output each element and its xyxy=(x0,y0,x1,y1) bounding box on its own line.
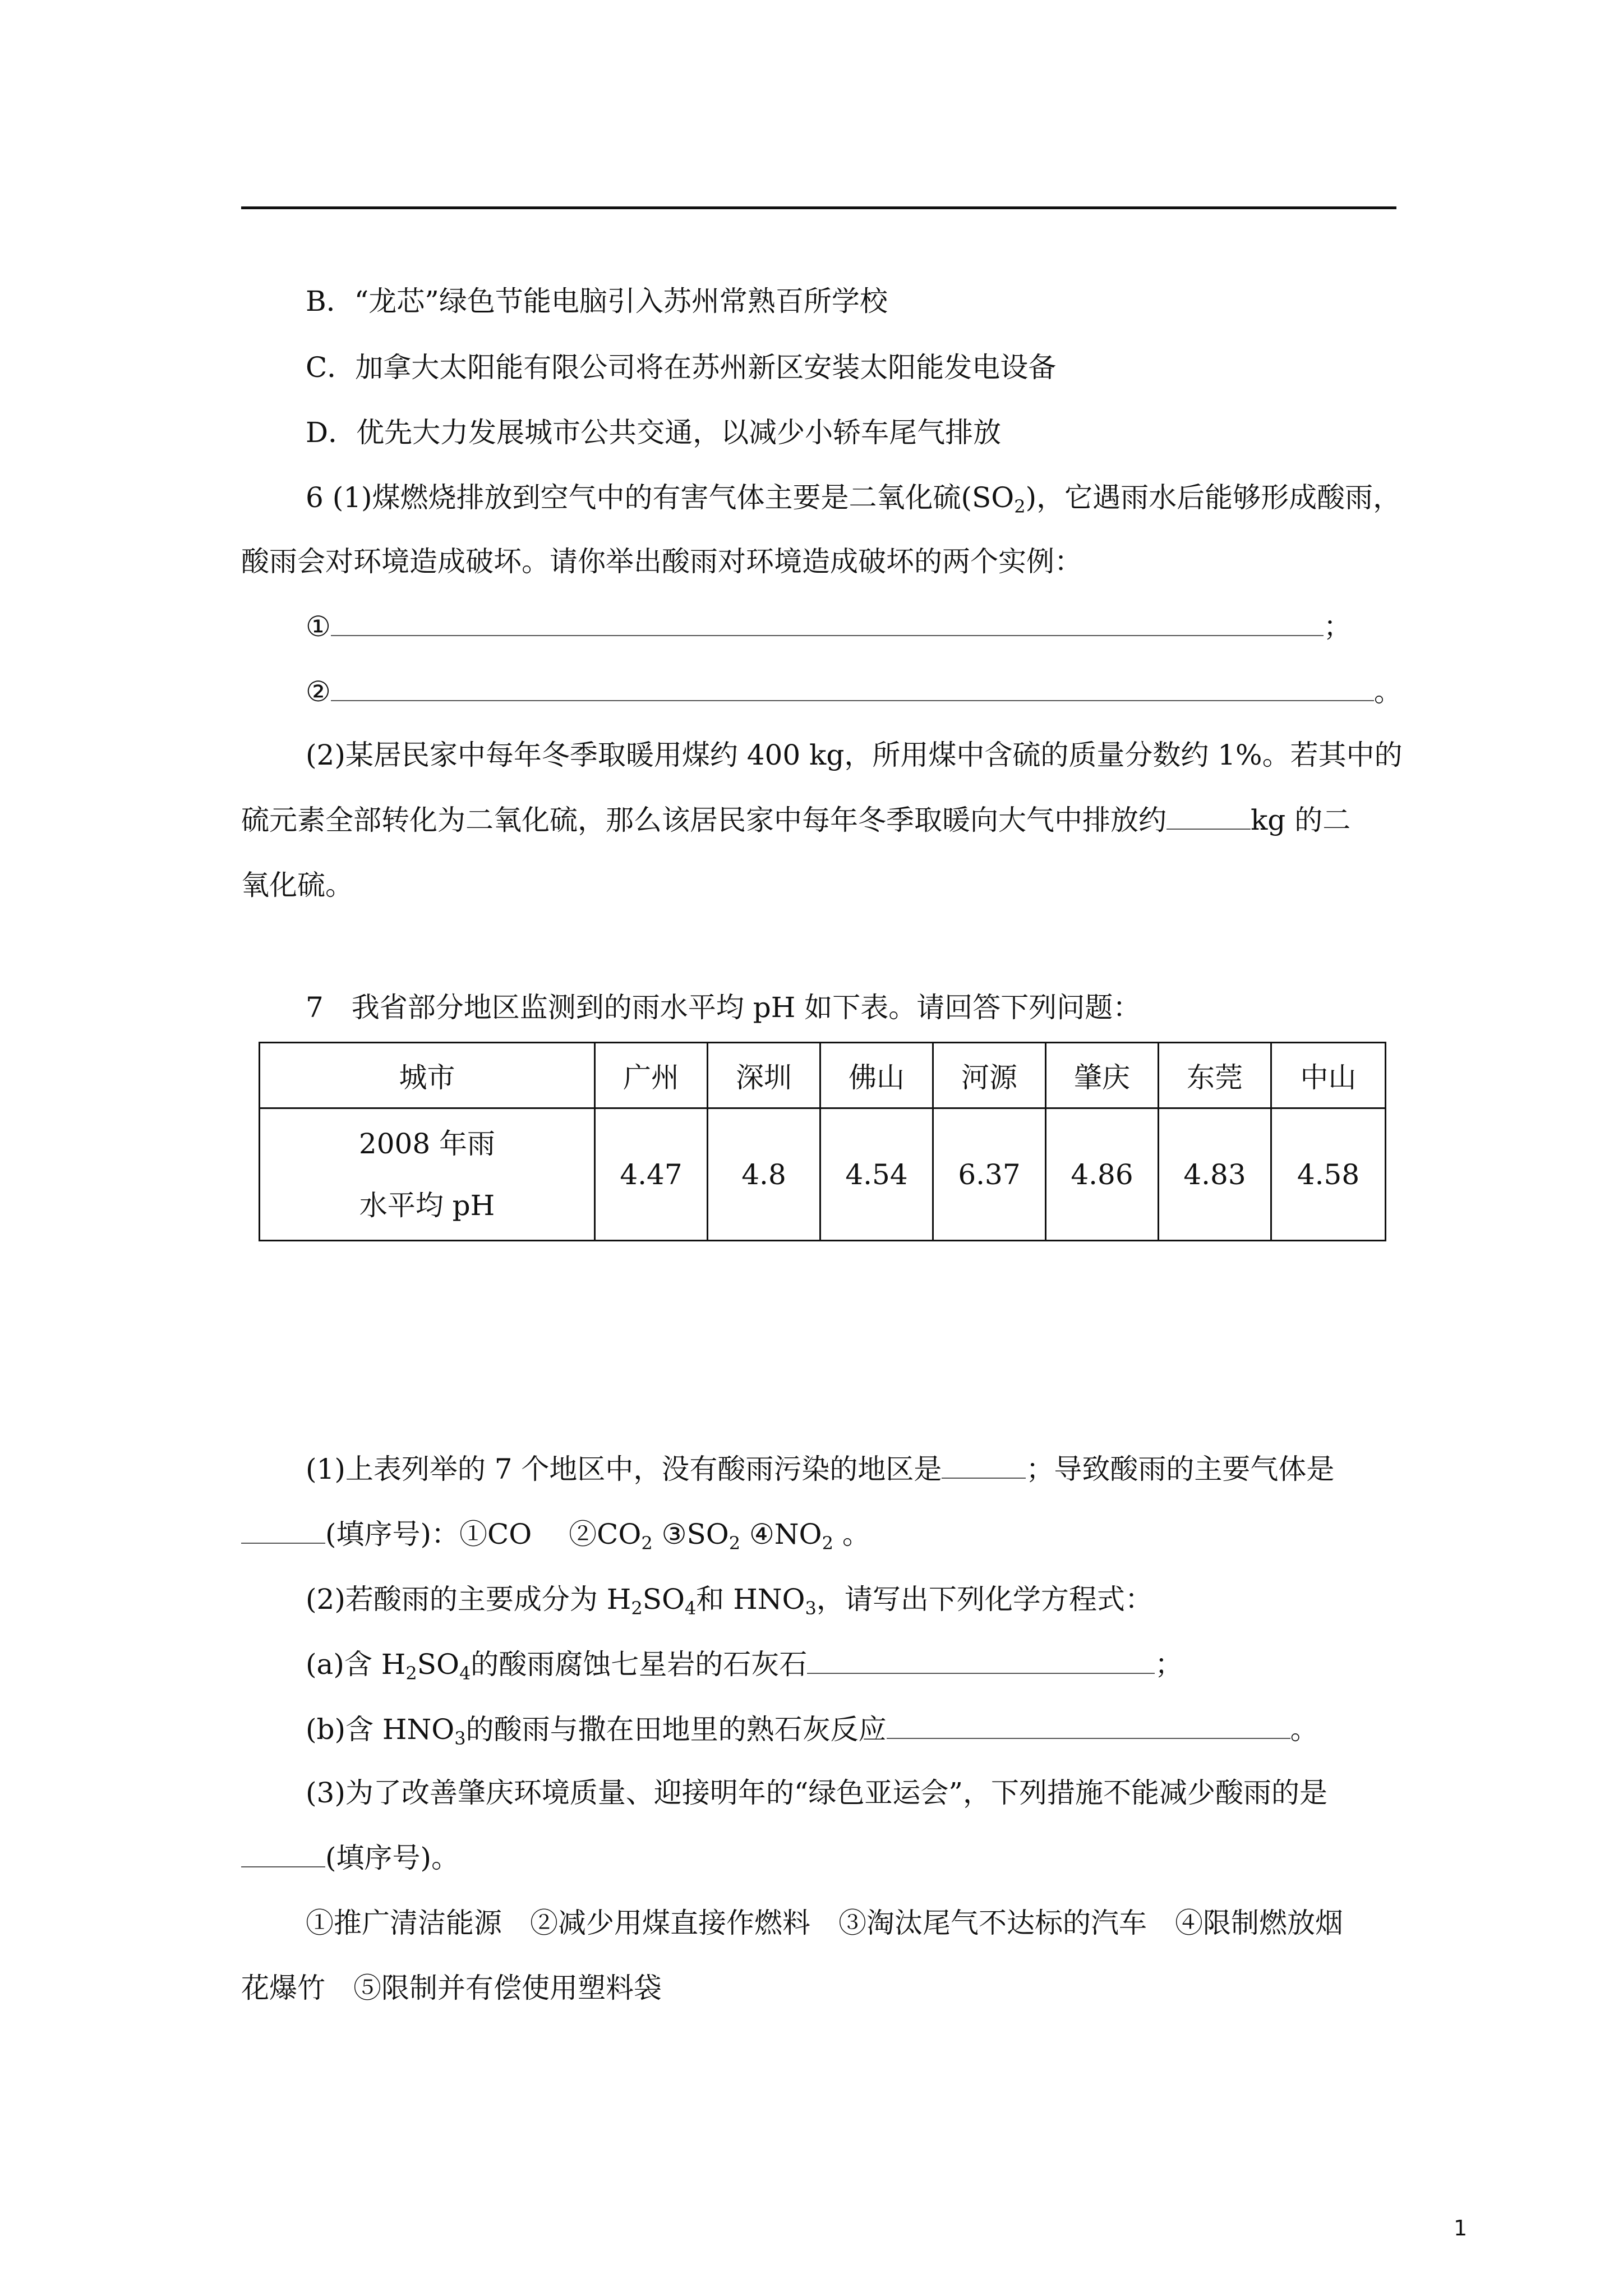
table-city: 佛山 xyxy=(820,1043,933,1108)
q7-measure-blank[interactable] xyxy=(241,1842,325,1867)
table-ph-value: 4.86 xyxy=(1046,1108,1159,1241)
table-city: 东莞 xyxy=(1159,1043,1271,1108)
q7-part3-line1: (3)为了改善肇庆环境质量、迎接明年的“绿色亚运会”，下列措施不能减少酸雨的是 xyxy=(306,1777,1327,1809)
q7-equation-b-blank[interactable] xyxy=(887,1713,1290,1739)
q7-gas-blank[interactable] xyxy=(241,1518,325,1544)
q7-part1-line2: (填序号)：①CO $②CO_2$ $③SO_2$ $④NO_2$ 。 xyxy=(241,1517,870,1551)
q7-part2b: (b)含 $HNO_3$的酸雨与撒在田地里的熟石灰反应 。 xyxy=(306,1713,1318,1749)
option-c: C．加拿大太阳能有限公司将在苏州新区安装太阳能发电设备 xyxy=(306,351,1057,384)
q6-answer-blank-2[interactable]: ② 。 xyxy=(306,675,1402,708)
table-ph-value: 4.83 xyxy=(1159,1108,1271,1241)
q7-part2a: (a)含 $H_2SO_4$的酸雨腐蚀七星岩的石灰石 ； xyxy=(306,1648,1183,1684)
q6-part2-line1: (2)某居民家中每年冬季取暖用煤约 400 kg，所用煤中含硫的质量分数约 1%。若其中的 xyxy=(306,739,1403,771)
table-city: 深圳 xyxy=(708,1043,820,1108)
q6-part2-line2: 硫元素全部转化为二氧化硫，那么该居民家中每年冬季取暖向大气中排放约 kg 的二 xyxy=(241,804,1351,836)
table-header-label: 城市 xyxy=(260,1043,595,1108)
q7-region-blank[interactable] xyxy=(942,1453,1026,1479)
rain-ph-table xyxy=(259,1042,1386,1241)
table-city: 中山 xyxy=(1271,1043,1386,1108)
table-ph-value: 4.47 xyxy=(595,1108,708,1241)
q6-so2-mass-blank[interactable] xyxy=(1166,804,1251,830)
table-ph-value: 4.58 xyxy=(1271,1108,1386,1241)
q7-equation-a-blank[interactable] xyxy=(807,1648,1155,1674)
table-city: 肇庆 xyxy=(1046,1043,1159,1108)
table-ph-value: 4.8 xyxy=(708,1108,820,1241)
q7-intro: 7 我省部分地区监测到的雨水平均 pH 如下表。请回答下列问题： xyxy=(306,991,1141,1024)
table-row xyxy=(260,1108,1386,1241)
q7-part1-line1: (1)上表列举的 7 个地区中，没有酸雨污染的地区是 ；导致酸雨的主要气体是 xyxy=(306,1453,1335,1485)
option-d: D．优先大力发展城市公共交通，以减少小轿车尾气排放 xyxy=(306,416,1002,449)
q6-answer-blank-1[interactable]: ① ； xyxy=(306,610,1352,643)
q6-part2-line3: 氧化硫。 xyxy=(241,869,353,901)
option-b: B．“龙芯”绿色节能电脑引入苏州常熟百所学校 xyxy=(306,285,888,318)
q7-measures-line1: ①推广清洁能源 ②减少用煤直接作燃料 ③淘汰尾气不达标的汽车 ④限制燃放烟 xyxy=(306,1907,1343,1939)
table-row-label: 2008 年雨 水平均 pH xyxy=(260,1108,595,1241)
table-ph-value: 4.54 xyxy=(820,1108,933,1241)
q7-part3-line2: (填序号)。 xyxy=(241,1841,459,1875)
table-ph-value: 6.37 xyxy=(933,1108,1046,1241)
header-rule xyxy=(241,206,1396,209)
table-city: 河源 xyxy=(933,1043,1046,1108)
q6-part1-line2: 酸雨会对环境造成破坏。请你举出酸雨对环境造成破坏的两个实例： xyxy=(241,545,1082,578)
q7-part2: (2)若酸雨的主要成分为 $H_2SO_4$和 $HNO_3$，请写出下列化学方程式： xyxy=(306,1583,1153,1619)
q7-measures-line2: 花爆竹 ⑤限制并有偿使用塑料袋 xyxy=(241,1972,662,2004)
table-header-row xyxy=(260,1043,1386,1108)
q6-part1-line1: 6 (1)煤燃烧排放到空气中的有害气体主要是二氧化硫$(SO_2)$，它遇雨水后能够形成酸雨， xyxy=(306,481,1401,517)
page-number: 1 xyxy=(1454,2216,1468,2240)
table-city: 广州 xyxy=(595,1043,708,1108)
